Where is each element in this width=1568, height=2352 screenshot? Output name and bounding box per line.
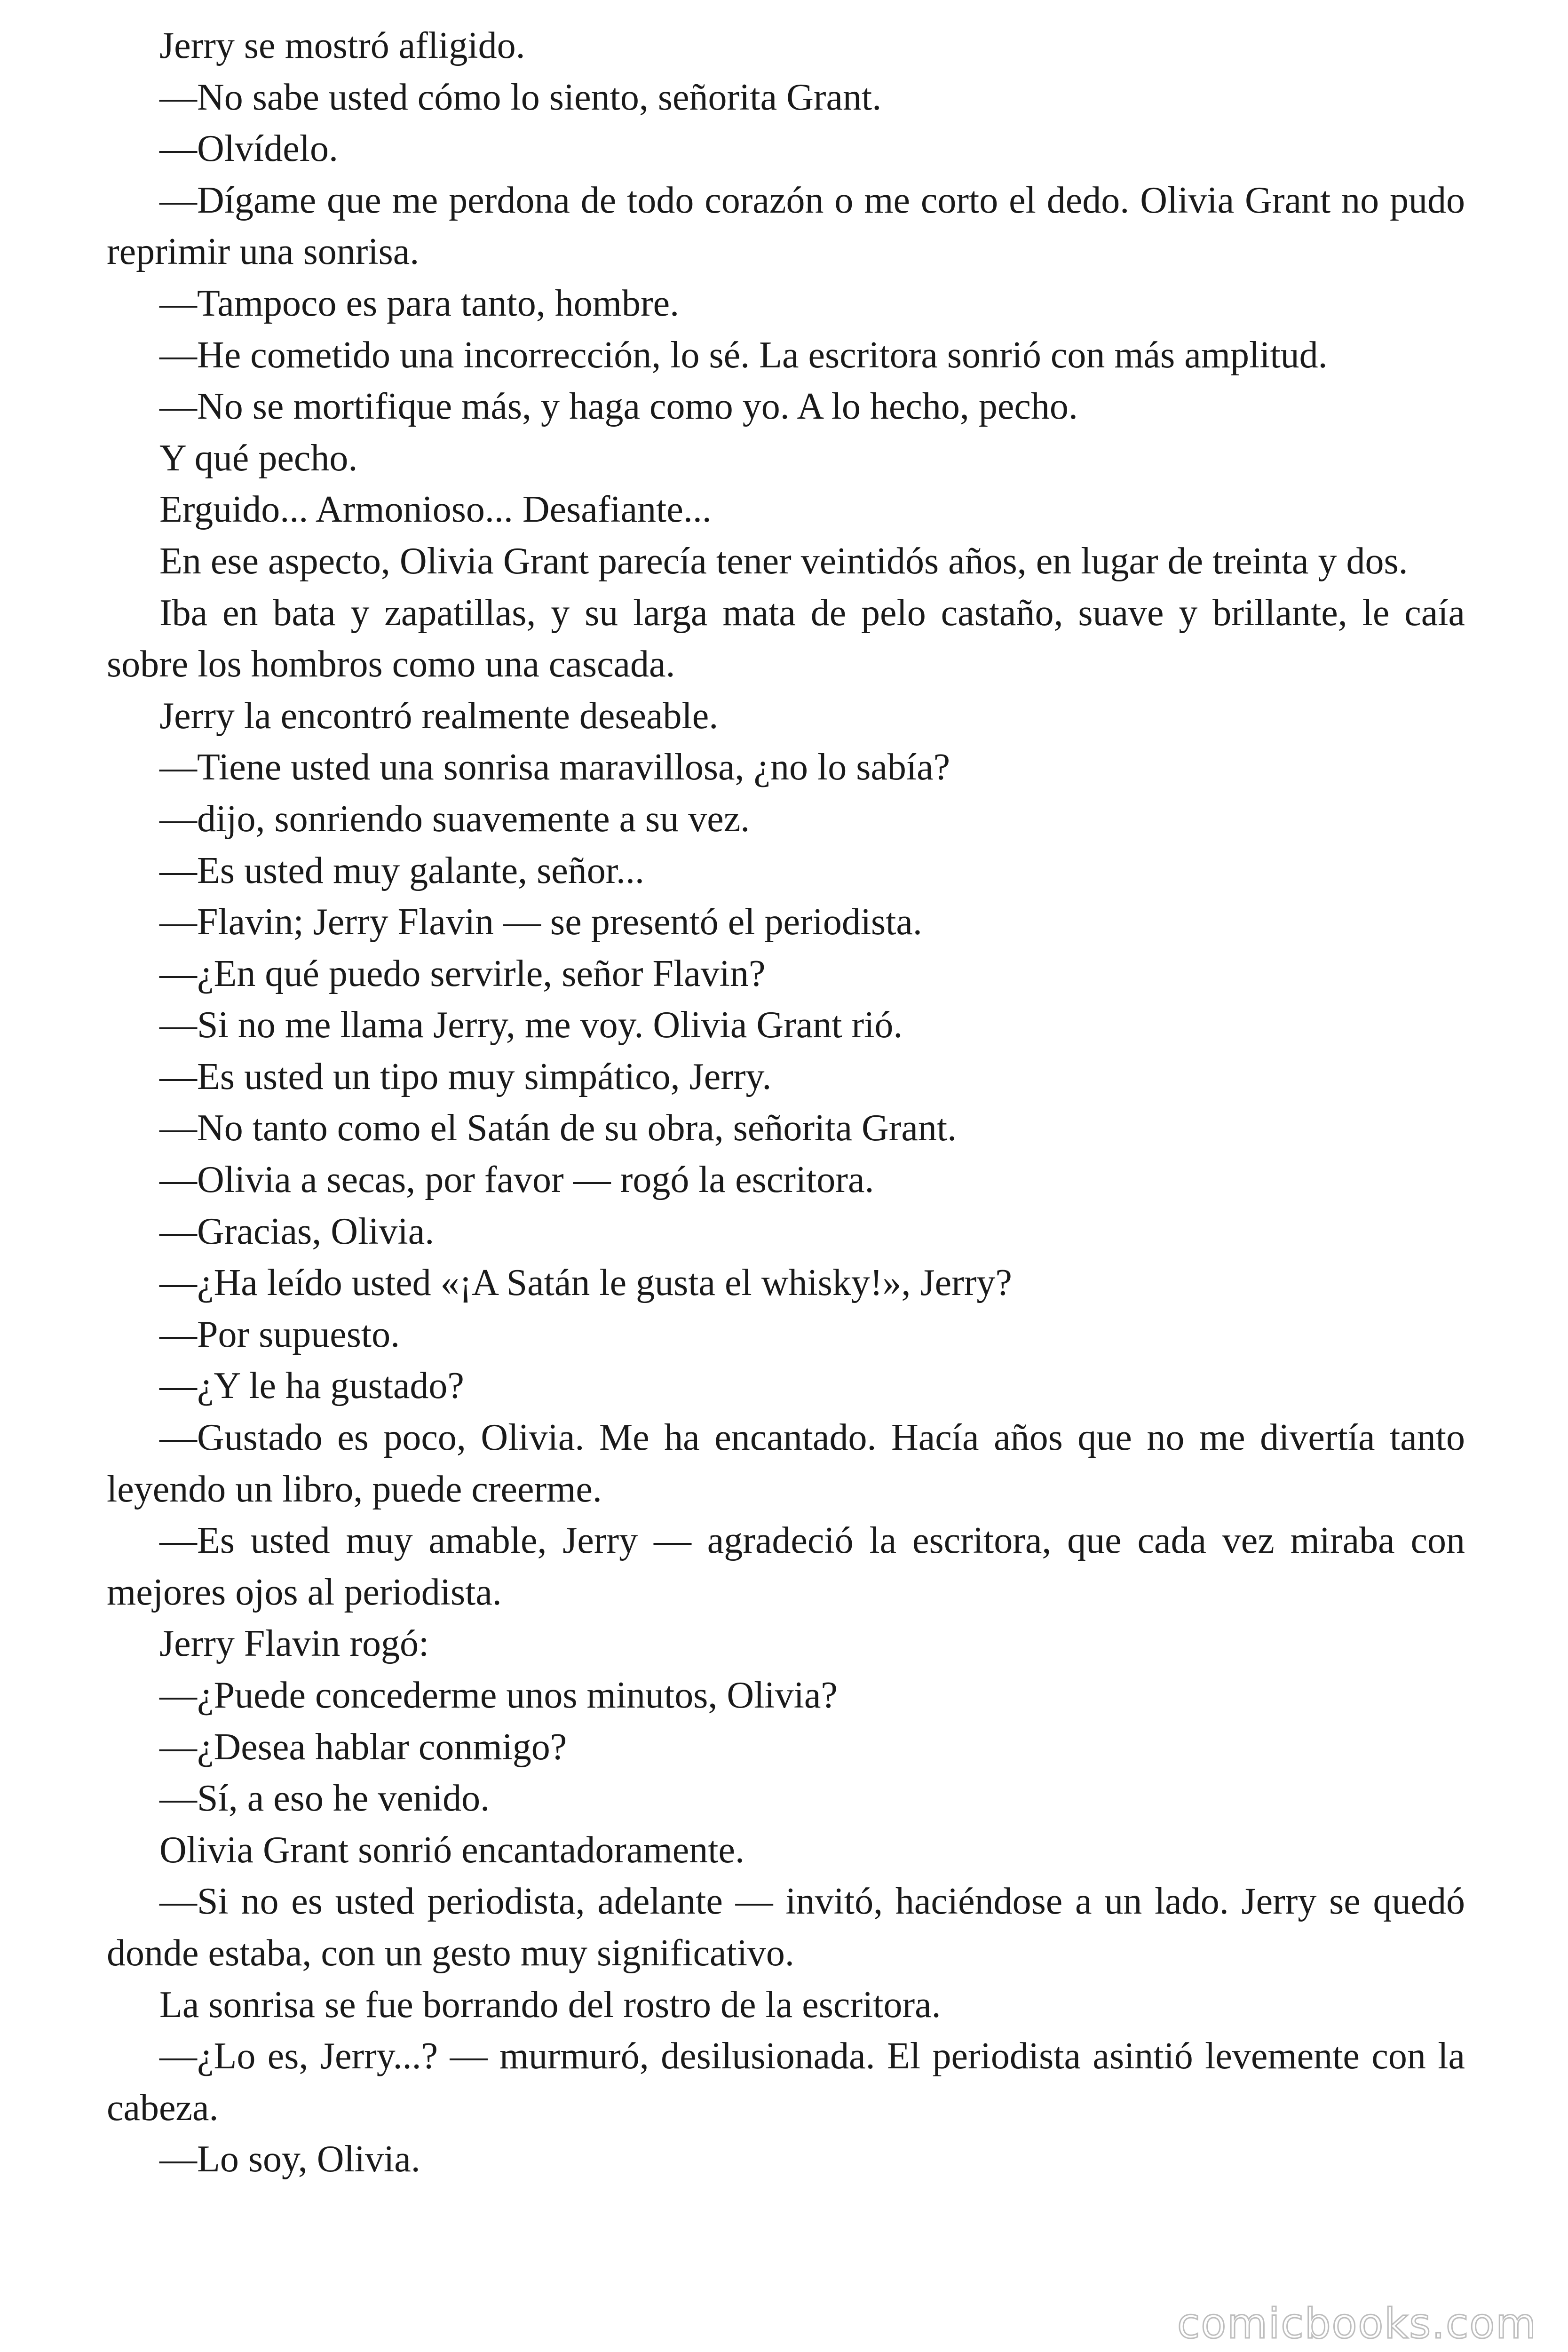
paragraph: —¿Ha leído usted «¡A Satán le gusta el whisky!», Jerry? <box>159 1262 1012 1304</box>
paragraph: —Olivia a secas, por favor — rogó la escritora. <box>159 1159 874 1201</box>
paragraph: En ese aspecto, Olivia Grant parecía tener veintidós años, en lugar de treinta y dos. <box>159 540 1408 582</box>
paragraph: —Lo soy, Olivia. <box>159 2138 420 2180</box>
paragraph: —Es usted un tipo muy simpático, Jerry. <box>159 1056 772 1097</box>
paragraph: —Tampoco es para tanto, hombre. <box>159 282 680 324</box>
paragraph: —Gustado es poco, Olivia. Me ha encantado. Hacía años que no me divertía tanto leyendo un libro, puede creerme. <box>107 1417 1465 1510</box>
paragraph: Jerry se mostró afligido. <box>159 25 525 66</box>
paragraph: Y qué pecho. <box>159 437 358 479</box>
watermark: comicbooks.com <box>1177 2299 1537 2348</box>
paragraph: —Flavin; Jerry Flavin — se presentó el periodista. <box>159 901 922 943</box>
paragraph: —Es usted muy galante, señor... <box>159 850 644 891</box>
paragraph: —¿Puede concederme unos minutos, Olivia? <box>159 1675 838 1716</box>
paragraph: —Tiene usted una sonrisa maravillosa, ¿no lo sabía? <box>159 747 950 788</box>
paragraph: —Si no es usted periodista, adelante — invitó, haciéndose a un lado. Jerry se quedó donde estaba, con un gesto muy significativo. <box>107 1881 1465 1974</box>
paragraph: —Por supuesto. <box>159 1313 400 1355</box>
paragraph: —Es usted muy amable, Jerry — agradeció la escritora, que cada vez miraba con mejores ojos al periodista. <box>107 1520 1465 1613</box>
paragraph: —No sabe usted cómo lo siento, señorita Grant. <box>159 76 882 118</box>
paragraph: —No se mortifique más, y haga como yo. A lo hecho, pecho. <box>159 386 1078 428</box>
paragraph: Iba en bata y zapatillas, y su larga mata de pelo castaño, suave y brillante, le caía sobre los hombros como una cascada. <box>107 592 1465 685</box>
paragraph: La sonrisa se fue borrando del rostro de la escritora. <box>159 1984 941 2026</box>
paragraph: —Dígame que me perdona de todo corazón o me corto el dedo. Olivia Grant no pudo reprimir una sonrisa. <box>107 179 1465 273</box>
paragraph: —Si no me llama Jerry, me voy. Olivia Grant rió. <box>159 1004 903 1046</box>
paragraph: Jerry Flavin rogó: <box>159 1623 429 1665</box>
paragraph: —He cometido una incorrección, lo sé. La escritora sonrió con más amplitud. <box>159 334 1328 376</box>
paragraph: —¿En qué puedo servirle, señor Flavin? <box>159 953 766 994</box>
paragraph: —dijo, sonriendo suavemente a su vez. <box>159 798 750 840</box>
paragraph: Olivia Grant sonrió encantadoramente. <box>159 1829 744 1871</box>
paragraph: —No tanto como el Satán de su obra, señorita Grant. <box>159 1107 957 1149</box>
paragraph: Jerry la encontró realmente deseable. <box>159 695 719 737</box>
paragraph: —¿Lo es, Jerry...? — murmuró, desilusionada. El periodista asintió levemente con la cabeza. <box>107 2035 1465 2129</box>
paragraph: —Gracias, Olivia. <box>159 1210 435 1252</box>
paragraph: —¿Y le ha gustado? <box>159 1365 464 1407</box>
paragraph: Erguido... Armonioso... Desafiante... <box>159 489 712 531</box>
body-text <box>107 20 1465 2185</box>
paragraph: —¿Desea hablar conmigo? <box>159 1726 567 1768</box>
paragraph: —Olvídelo. <box>159 128 338 170</box>
paragraph: —Sí, a eso he venido. <box>159 1778 490 1820</box>
